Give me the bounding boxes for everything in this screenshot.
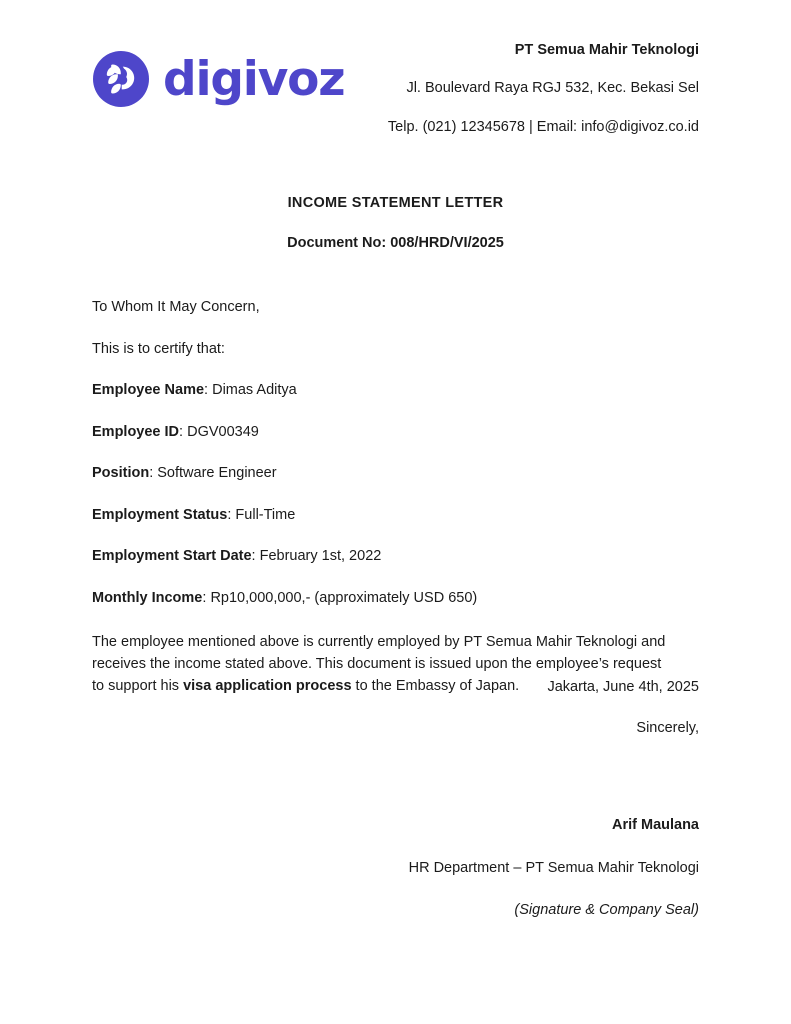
brand-logo	[92, 50, 344, 108]
field-value: February 1st, 2022	[259, 548, 382, 565]
intro-text: This is to certify that:	[92, 340, 225, 357]
digivoz-logo-mark-icon	[92, 50, 150, 108]
field-separator: :	[149, 465, 158, 482]
signatory-department: HR Department – PT Semua Mahir Teknologi	[408, 859, 699, 876]
company-address: Jl. Boulevard Raya RGJ 532, Kec. Bekasi Sel	[406, 80, 699, 97]
paragraph-emphasis: visa application process	[183, 677, 352, 694]
company-contact: Telp. (021) 12345678 | Email: info@digivoz.co.id	[387, 118, 699, 135]
field-employee-name	[92, 381, 674, 401]
page-title: INCOME STATEMENT LETTER	[287, 195, 504, 211]
letterhead	[0, 40, 791, 136]
place-and-date: Jakarta, June 4th, 2025	[547, 679, 699, 695]
brand-wordmark: digivoz	[163, 51, 345, 107]
field-separator: :	[227, 506, 236, 523]
salutation: To Whom It May Concern,	[92, 299, 260, 315]
field-label: Employment Start Date	[92, 548, 252, 565]
signature-seal-note: (Signature & Company Seal)	[514, 901, 699, 918]
field-value: Rp10,000,000,- (approximately USD 650)	[210, 589, 478, 606]
closing-salutation: Sincerely,	[636, 719, 699, 736]
company-info	[388, 40, 699, 136]
signatory-name: Arif Maulana	[611, 817, 699, 833]
paragraph-part-two: to the Embassy of Japan.	[351, 677, 520, 694]
document-number: Document No: 008/HRD/VI/2025	[287, 235, 504, 251]
field-label: Monthly Income	[92, 589, 203, 606]
signature-block	[92, 816, 699, 920]
field-employment-status	[92, 506, 674, 526]
paragraph-part-one: The employee mentioned above is currently employed by PT Semua Mahir Teknologi and receives the income stated above. This document is issued upon the employee’s request to support his	[92, 633, 666, 694]
field-label: Employee Name	[92, 382, 205, 399]
field-value: Dimas Aditya	[212, 382, 297, 399]
field-separator: :	[204, 382, 213, 399]
field-employment-start-date	[92, 547, 674, 567]
field-monthly-income	[92, 589, 674, 609]
field-position	[92, 464, 674, 484]
field-separator: :	[202, 589, 211, 606]
field-label: Position	[92, 465, 150, 482]
field-label: Employee ID	[92, 423, 180, 440]
field-value: Software Engineer	[157, 465, 277, 482]
field-label: Employment Status	[92, 506, 228, 523]
closing-block	[92, 678, 699, 738]
field-value: DGV00349	[187, 423, 259, 440]
field-separator: :	[251, 548, 260, 565]
document-title-block	[92, 195, 699, 251]
field-separator: :	[179, 423, 188, 440]
letter-body	[92, 298, 674, 697]
field-employee-id	[92, 423, 674, 443]
field-value: Full-Time	[235, 506, 296, 523]
company-name: PT Semua Mahir Teknologi	[514, 42, 699, 58]
